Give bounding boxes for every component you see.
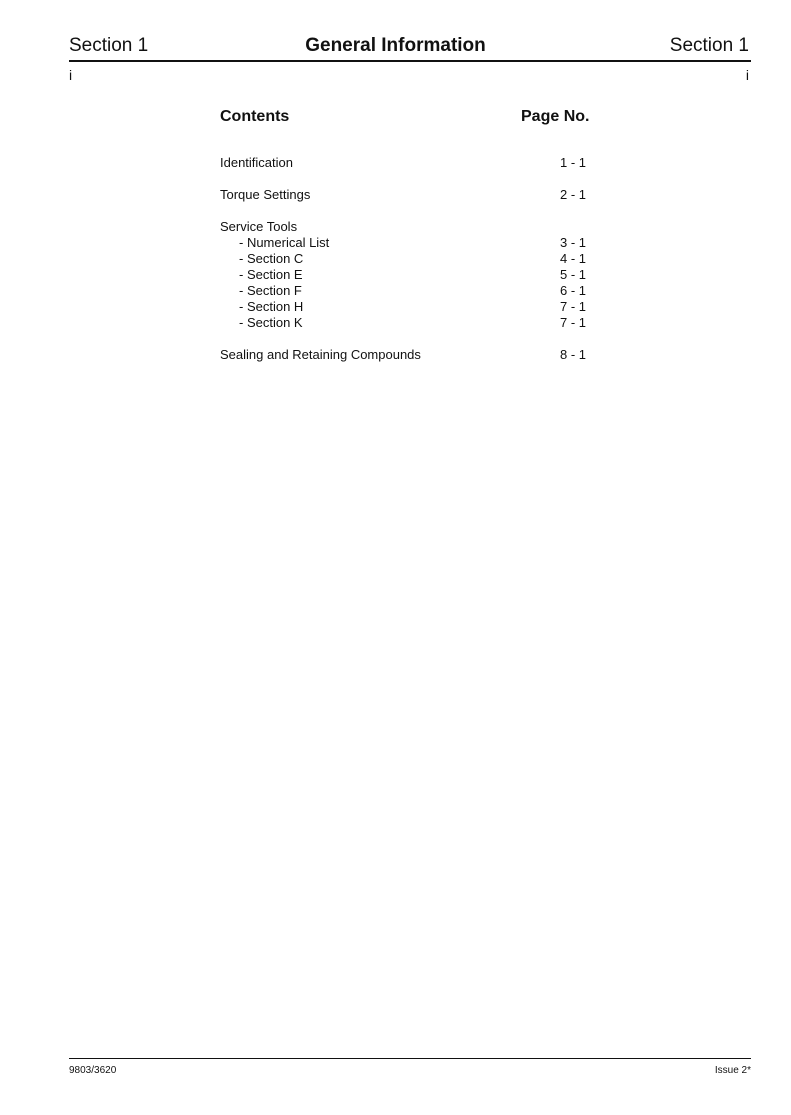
toc-subitem-page: 6 - 1 [560,283,587,298]
toc-subitem-row [220,235,600,251]
contents-heading: Contents [220,108,290,125]
toc-subitem-page: 4 - 1 [560,251,587,266]
toc-entry-page: 8 - 1 [560,347,587,362]
toc-subitem-label: - Section F [239,283,302,298]
toc-entry-label: Sealing and Retaining Compounds [220,347,421,362]
table-of-contents [220,155,600,379]
toc-subitem-label: - Section C [239,251,304,266]
toc-subitem-row [220,251,600,267]
toc-subitem-label: - Section K [239,315,303,330]
toc-subitem-row [220,299,600,315]
toc-row [220,347,600,363]
header-section-right: Section 1 [669,35,749,56]
toc-entry-label: Identification [220,155,293,170]
toc-subitem-label: - Section E [239,267,303,282]
document-number: 9803/3620 [69,1065,117,1076]
toc-entry-label: Service Tools [220,219,298,234]
toc-row [220,219,600,235]
toc-entry [220,347,600,363]
page-marker-right: i [745,67,749,83]
toc-subitem-label: - Numerical List [239,235,330,250]
toc-row [220,187,600,203]
toc-entry-label: Torque Settings [220,187,311,202]
toc-subitem-page: 7 - 1 [560,315,587,330]
toc-entry [220,187,600,203]
toc-subitem-row [220,283,600,299]
toc-subitem-label: - Section H [239,299,304,314]
toc-row [220,155,600,171]
header-rule [69,60,751,62]
toc-subitem-row [220,267,600,283]
page-number-heading: Page No. [521,108,590,125]
toc-entry-page: 1 - 1 [560,155,587,170]
toc-subitem-page: 7 - 1 [560,299,587,314]
toc-subitem-row [220,315,600,331]
toc-entry [220,219,600,331]
page-title: General Information [305,35,486,56]
header-section-left: Section 1 [69,35,149,56]
page-marker-left: i [69,67,73,83]
toc-entry [220,155,600,171]
toc-entry-page: 2 - 1 [560,187,587,202]
issue-label: Issue 2* [714,1065,751,1076]
toc-subitem-page: 5 - 1 [560,267,587,282]
footer-rule [69,1058,751,1059]
toc-subitem-page: 3 - 1 [560,235,587,250]
